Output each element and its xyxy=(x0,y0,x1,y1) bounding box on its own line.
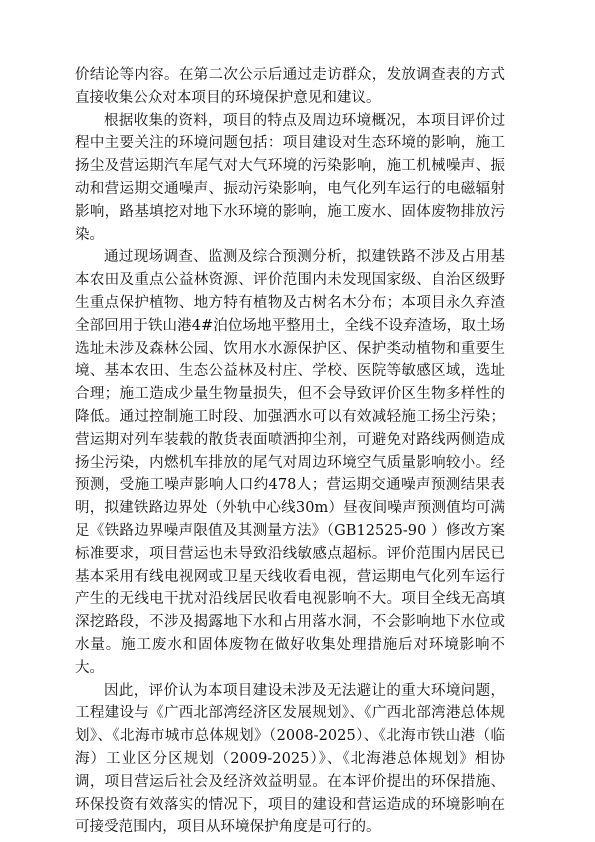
paragraph-impact-analysis: 通过现场调查、监测及综合预测分析，拟建铁路不涉及占用基本农田及重点公益林资源、评价范围内未发现国家级、自治区级野生重点保护植物、地方特有植物及古树名木分布；本项目永久弃渣全部回用于铁山港4#泊位场地平整用土，全线不设弃渣场，取土场选址未涉及森林公园、饮用水水源保护区、保护类动植物和重要生境、基本农田、生态公益林及村庄、学校、医院等敏感区域，选址合理；施工造成少量生物量损失，但不会导致评价区生物多样性的降低。通过控制施工时段、加强洒水可以有效减轻施工扬尘污染；营运期对列车装载的散货表面喷洒抑尘剂，可避免对路线两侧造成扬尘污染，内燃机车排放的尾气对周边环境空气质量影响较小。经预测，受施工噪声影响人口约478人；营运期交通噪声预测结果表明，拟建铁路边界处（外轨中心线30m）昼夜间噪声预测值均可满足《铁路边界噪声限值及其测量方法》（GB12525-90 ）修改方案标准要求，项目营运也未导致沿线敏感点超标。评价范围内居民已基本采用有线电视网或卫星天线收看电视，营运期电气化列车运行产生的无线电干扰对沿线居民收看电视影响不大。项目全线无高填深挖路段，不涉及揭露地下水和占用落水洞，不会影响地下水位或水量。施工废水和固体废物在做好收集处理措施后对环境影响不大。 xyxy=(75,249,505,676)
paragraph-public-participation: 价结论等内容。在第二次公示后通过走访群众，发放调查表的方式直接收集公众对本项目的环境保护意见和建议。 xyxy=(75,67,505,106)
paragraph-main-environmental-issues: 根据收集的资料，项目的特点及周边环境概况，本项目评价过程中主要关注的环境问题包括：项目建设对生态环境的影响，施工扬尘及营运期汽车尾气对大气环境的污染影响，施工机械噪声、振动和营运期交通噪声、振动污染影响，电气化列车运行的电磁辐射影响，路基填挖对地下水环境的影响，施工废水、固体废物排放污染。 xyxy=(75,112,505,243)
paragraph-conclusion: 因此，评价认为本项目建设未涉及无法避让的重大环境问题，工程建设与《广西北部湾经济区发展规划》、《广西北部湾港总体规划》、《北海市城市总体规划》（2008-2025）、《北海市铁山港（临海）工业区分区规划（2009-2025）》、《北海港总体规划》相协调，项目营运后社会及经济效益明显。在本评价提出的环保措施、环保投资有效落实的情况下，项目的建设和营运造成的环境影响在可接受范围内，项目从环境保护角度是可行的。 xyxy=(75,682,505,836)
document-page xyxy=(75,64,505,839)
